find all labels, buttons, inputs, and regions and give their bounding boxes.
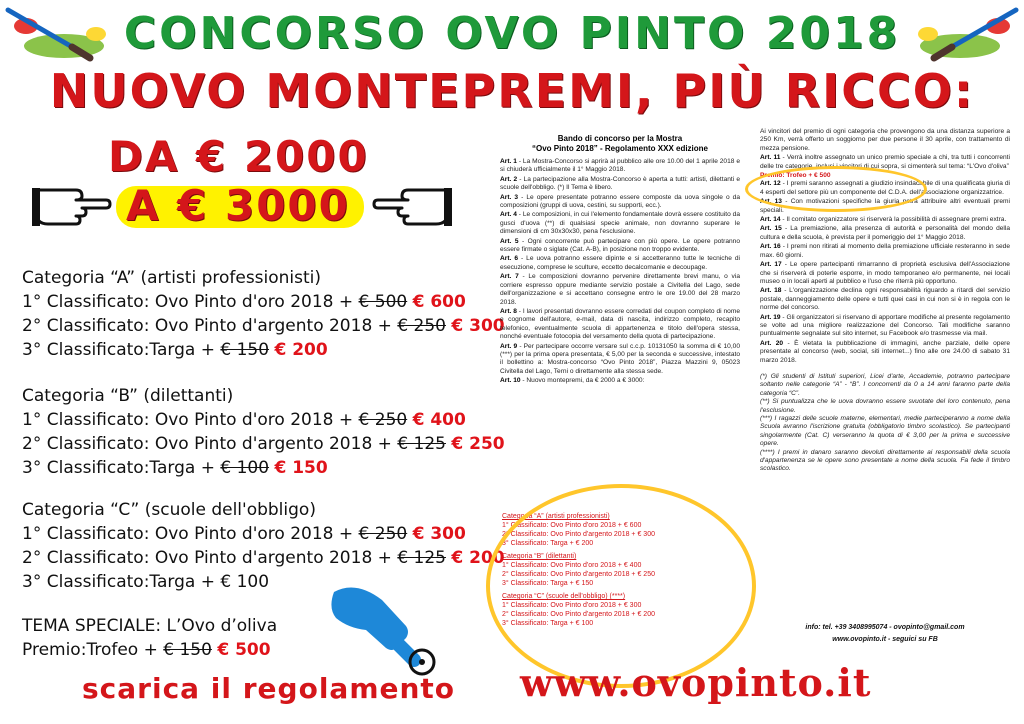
mini-category-title: Categoria “C” (scuole dell'obbligo) (****) [502, 593, 626, 600]
article [500, 176, 740, 193]
article-number: Art. 17 [760, 261, 782, 269]
article-text: - Le composizioni, in cui l'elemento fondamentale dovrà essere costituito da gusci d'uova (**) di qualsiasi specie animale, non dovranno superare le dimensioni di cm 30x30x30, pena l'esclusione. [500, 211, 741, 236]
article-number: Art. 18 [760, 287, 782, 295]
mini-prize-row: 1° Classificato: Ovo Pinto d'oro 2018 + € 400 [502, 562, 642, 569]
article-text: - Con motivazioni specifiche la giuria potrà attribuire altri eventuali premi speciali. [760, 198, 1010, 214]
article [760, 314, 1010, 339]
category-a-row [22, 338, 505, 362]
new-prize: € 300 [412, 524, 466, 544]
article-number: Art. 5 [500, 237, 519, 245]
article-text: - Il comitato organizzatore si riserverà la possibilità di assegnare premi extra. [780, 216, 1007, 224]
document-left-column [500, 158, 740, 387]
article-text: - Per partecipare occorre versare sul c.c.p. 10131050 la somma di € 10,00 (***) per la prima opera presentata, € 5,00 per la seconda e successive, intestato il bollettino a: Mostra-concorso “Ovo Pinto 2018”, Piazza Mazzini 9, 05023 Civitella del Lago, Terni o direttamente alla stessa sede. [500, 342, 740, 375]
tap-finger-icon [326, 582, 446, 678]
website-link[interactable]: www.ovopinto.it [520, 660, 872, 705]
document-heading-line: “Ovo Pinto 2018” - Regolamento XXX edizione [531, 144, 709, 153]
category-a-row [22, 290, 505, 314]
article-number: Art. 16 [760, 243, 781, 251]
article-text: - Ogni concorrente può partecipare con più opere. Le opere potranno essere firmate o siglate (Cat. A-B), in posizione non troppo evidente. [500, 237, 740, 254]
article-number: Art. 15 [760, 225, 782, 233]
article [500, 377, 740, 385]
new-prize: € 400 [412, 410, 466, 430]
article [760, 340, 1010, 365]
mini-prize-row: 2° Classificato: Ovo Pinto d'argento 2018 + € 300 [502, 531, 655, 538]
row-label: 2° Classificato: Ovo Pinto d'argento 2018 + [22, 316, 398, 336]
row-label: 3° Classificato:Targa + [22, 340, 221, 360]
document-heading-line: Bando di concorso per la Mostra [557, 134, 683, 143]
article-text: - Le opere partecipanti rimarranno di proprietà esclusiva dell'Associazione che si riserverà di poterle esporre, in modo temporaneo e/o permanente, nei locali museo o in locali aperti al pubblico e l'uso che riterrà più opportuno. [760, 261, 1010, 285]
old-prize: € 250 [358, 410, 408, 430]
mini-prize-row: 3° Classificato: Targa + € 150 [502, 580, 594, 587]
article [500, 308, 740, 342]
category-b-row [22, 408, 505, 432]
category-a-row [22, 314, 505, 338]
footnote: (*) Gli studenti di Istituti superiori, Licei d'arte, Accademie, potranno partecipare soltanto nelle categorie “A” - “B”. I concorrenti da 0 a 14 anni faranno parte della categoria “C”. [760, 372, 1010, 397]
category-b [22, 384, 505, 480]
article-number: Art. 14 [760, 216, 781, 224]
footnote: (***) I ragazzi delle scuole materne, elementari, medie parteciperanno a nome della Scuola avranno l'iscrizione gratuita (obbligatorio timbro scolastico). Se partecipanti singolarmente (Cat. C) verseranno la quota di € 3,00 per la prima e successive opere. [760, 415, 1010, 448]
article-text: - La partecipazione alla Mostra-Concorso è aperta a tutti: artisti, dilettanti e scuole dell'obbligo. (*) Il Tema è libero. [500, 175, 740, 192]
row-label: 2° Classificato: Ovo Pinto d'argento 2018 + [22, 548, 398, 568]
page-subtitle: NUOVO MONTEPREMI, PIÙ RICCO: [49, 64, 975, 118]
mini-prize-row: 3° Classificato: Targa + € 100 [502, 620, 594, 627]
article-text: - I premi non ritirati al momento della premiazione ufficiale resteranno in sede max. 60 giorni. [760, 243, 1011, 259]
article-number: Art. 7 [500, 273, 519, 281]
article [500, 211, 740, 236]
article-text: - La premiazione, alla presenza di autorità e personalità del mondo della cultura e della scuola, è prevista per il pomeriggio del 1° Maggio 2018. [760, 225, 1010, 241]
category-a [22, 266, 505, 362]
mini-category-title: Categoria “A” (artisti professionisti) [502, 513, 610, 520]
article [760, 128, 1010, 153]
article [500, 273, 740, 307]
article-text: - I premi saranno assegnati a giudizio insindacabile di una qualificata giuria di 4 esperti del settore più un componente del C.D.A. dell'associazione organizzatrice. [760, 180, 1010, 196]
old-prize: € 125 [397, 548, 446, 568]
category-a-title: Categoria “A” (artisti professionisti) [22, 268, 322, 288]
article-number: Art. 1 [500, 158, 517, 165]
row-label: 3° Classificato:Targa + € 100 [22, 572, 270, 592]
old-prize: € 150 [220, 340, 270, 360]
article-text: - È vietata la pubblicazione di immagini, anche parziale, delle opere presentate al concorso (web, social, siti internet...) fino alle ore 24.00 di sabato 31 marzo 2018. [760, 339, 1010, 364]
row-label: 1° Classificato: Ovo Pinto d'oro 2018 + [22, 524, 359, 544]
article-number: Art. 6 [500, 255, 518, 263]
article [500, 238, 740, 255]
page-title: CONCORSO OVO PINTO 2018 [123, 8, 901, 59]
article-text: - Le composizioni dovranno pervenire direttamente brevi manu, o via corriere espresso oppure mediante servizio postale a Civitella del Lago, sede dell'organizzazione e si accettano consegne entro le ore 19.00 del 28 marzo 2018. [500, 273, 740, 306]
article-text: Ai vincitori del premio di ogni categoria che provengono da una distanza superiore a 250 Km, verrà offerto un soggiorno per due persone il 30 aprile, con trattamento di mezza pensione. [760, 128, 1010, 152]
old-prize: € 250 [358, 524, 408, 544]
article-text: - Nuovo montepremi, da € 2000 a € 3000: [520, 377, 645, 385]
article-text: - Le opere presentate potranno essere composte da uova singole o da composizioni (gruppi di uova, cestini, su supporti, ecc.). [500, 193, 740, 210]
article-number: Art. 3 [500, 193, 519, 201]
highlight-circle [745, 166, 927, 212]
pointing-hand-left-icon [372, 170, 452, 230]
article [760, 216, 1010, 224]
old-prize: € 500 [358, 292, 408, 312]
article [760, 225, 1010, 242]
article-text: - L'organizzazione declina ogni responsabilità riguardo a ritardi del servizio postale, danneggiamento delle opere e tutti quei casi in cui non si è in regola con le norme del concorso. [760, 287, 1010, 312]
mini-prize-row: 2° Classificato: Ovo Pinto d'argento 2018 + € 250 [502, 571, 655, 578]
special-theme-title: TEMA SPECIALE: L’Ovo d’oliva [22, 616, 278, 636]
new-prize: € 150 [274, 458, 328, 478]
special-theme [22, 614, 277, 662]
category-c-row [22, 522, 505, 546]
article-number: Art. 8 [500, 307, 517, 315]
category-c [22, 498, 505, 594]
new-prize: € 600 [412, 292, 466, 312]
special-trophy: Premio: Trofeo + € 500 [760, 172, 831, 180]
contact-info [760, 622, 1010, 646]
mini-prize-row: 3° Classificato: Targa + € 200 [502, 540, 594, 547]
old-prize: € 100 [220, 458, 270, 478]
article-number: Art. 19 [760, 313, 781, 321]
article-text: - Le uova potranno essere dipinte e si accetteranno tutte le tecniche di esecuzione, comprese le sculture, eccetto decalcomanie e decoupage. [500, 255, 740, 271]
mini-prize-row: 1° Classificato: Ovo Pinto d'oro 2018 + € 600 [502, 522, 642, 529]
pointing-hand-right-icon [32, 170, 112, 230]
new-prize: € 500 [217, 640, 271, 660]
download-text: scarica il regolamento [82, 672, 456, 705]
article-number: Art. 13 [760, 198, 782, 206]
footnote: (****) I premi in danaro saranno devoluti direttamente ai responsabili della scuola d'appartenenza se le opere sono presentate a nome della scuola. Fa fede il timbro scolastico. [760, 448, 1010, 473]
promo-from: DA € 2000 [108, 132, 369, 181]
row-label: Premio:Trofeo + [22, 640, 164, 660]
row-label: 3° Classificato:Targa + [22, 458, 221, 478]
article-text: - I lavori presentati dovranno essere corredati del coupon completo di nome e cognome dell'autore, e-mail, data di nascita, indirizzo completo, recapito telefonico, eventualmente scuola di appartenenza e titolo dell'opera stessa, nonché eventuale fotocopia del versamento della quota di partecipazione. [500, 307, 740, 341]
article [500, 343, 740, 377]
article [760, 261, 1010, 286]
contact-line: www.ovopinto.it - seguici su FB [832, 636, 938, 643]
article-text: - Verrà inoltre assegnato un unico premio speciale a chi, tra tutti i concorrenti delle tre categorie, inclusi i vincitori di cui sopra, si cimenterà sul tema: “L'Ovo d'oliva” [760, 154, 1010, 170]
row-label: 1° Classificato: Ovo Pinto d'oro 2018 + [22, 292, 359, 312]
promo-to: A € 3000 [126, 181, 350, 230]
article-text: - La Mostra-Concorso si aprirà al pubblico alle ore 10.00 del 1 aprile 2018 e si chiuderà ufficialmente il 1° Maggio 2018. [500, 158, 740, 174]
category-b-title: Categoria “B” (dilettanti) [22, 386, 234, 406]
contact-line: info: tel. +39 3408995074 - ovopinto@gmail.com [805, 624, 965, 631]
special-theme-row [22, 638, 277, 662]
article [500, 158, 740, 175]
article-number: Art. 2 [500, 175, 518, 183]
new-prize: € 300 [451, 316, 505, 336]
article-text: - Gli organizzatori si riservano di apportare modifiche al presente regolamento se volte ad una migliore realizzazione del Concorso. Tali modifiche saranno puntualmente segnalate sul sito internet, su Facebook e/o trasmesse via mail. [760, 313, 1010, 338]
row-label: 1° Classificato: Ovo Pinto d'oro 2018 + [22, 410, 359, 430]
footnote: (**) Si puntualizza che le uova dovranno essere svuotate del loro contenuto, pena l'esclusione. [760, 398, 1010, 414]
row-label: 2° Classificato: Ovo Pinto d'argento 2018 + [22, 434, 398, 454]
article-number: Art. 10 [500, 377, 521, 385]
article-number: Art. 12 [760, 180, 781, 188]
old-prize: € 125 [397, 434, 446, 454]
mini-prize-row: 2° Classificato: Ovo Pinto d'argento 2018 + € 200 [502, 611, 655, 618]
category-b-row [22, 432, 505, 456]
highlight-circle [486, 484, 756, 688]
article [760, 243, 1010, 260]
category-b-row [22, 456, 505, 480]
category-c-row [22, 546, 505, 570]
article-number: Art. 9 [500, 342, 518, 350]
mini-prize-row: 1° Classificato: Ovo Pinto d'oro 2018 + € 300 [502, 602, 642, 609]
mini-category-title: Categoria “B” (dilettanti) [502, 553, 577, 560]
article [500, 255, 740, 272]
new-prize: € 250 [451, 434, 505, 454]
document-heading [500, 134, 740, 154]
article-number: Art. 11 [760, 154, 781, 162]
article [500, 194, 740, 211]
article-number: Art. 20 [760, 339, 784, 347]
new-prize: € 200 [451, 548, 505, 568]
article-number: Art. 4 [500, 211, 517, 219]
article [760, 287, 1010, 312]
old-prize: € 250 [397, 316, 446, 336]
category-c-title: Categoria “C” (scuole dell'obbligo) [22, 500, 316, 520]
old-prize: € 150 [163, 640, 212, 660]
new-prize: € 200 [274, 340, 328, 360]
